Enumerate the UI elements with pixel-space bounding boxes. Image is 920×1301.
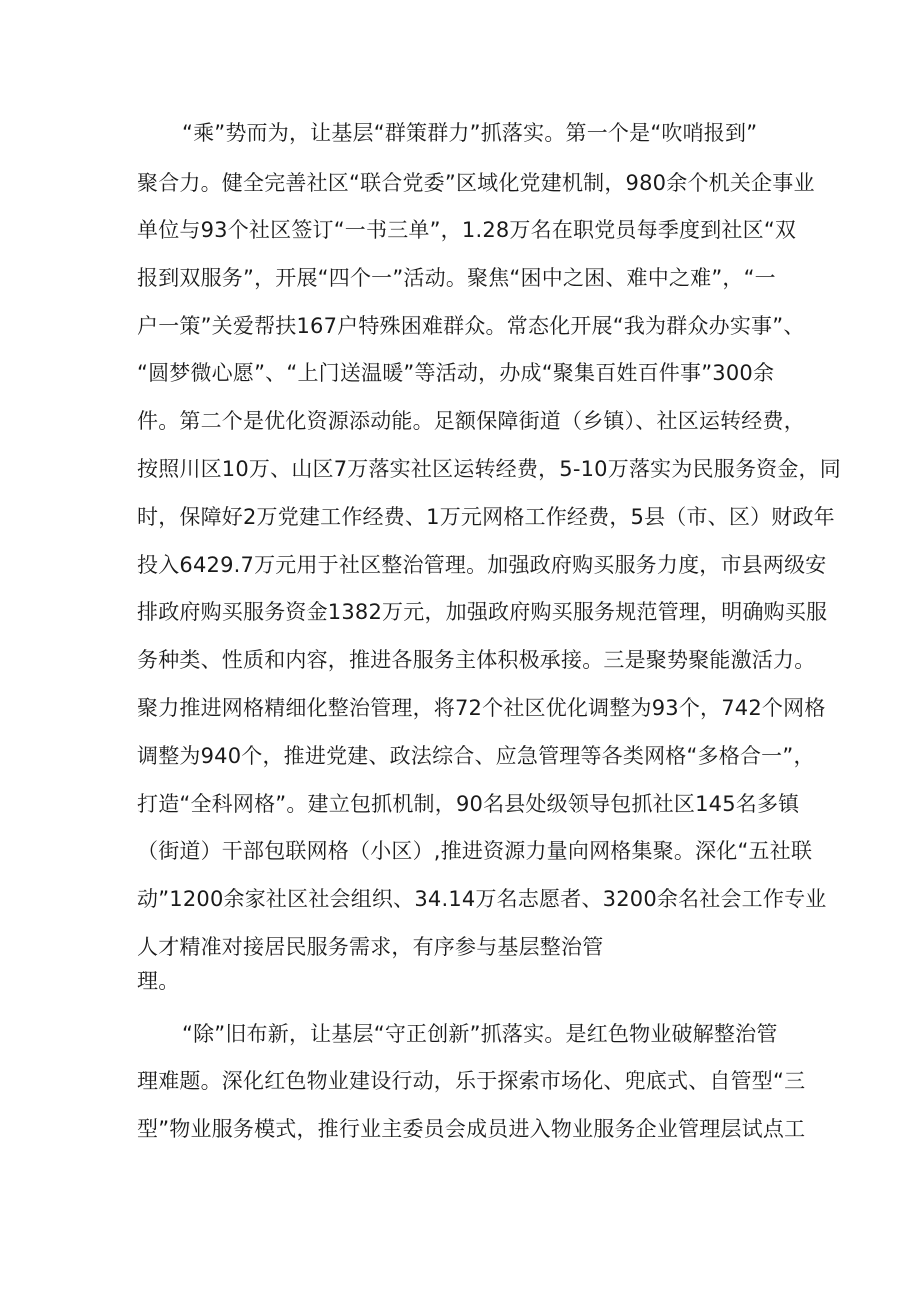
- paragraph-2-line-2: 理难题。深化红色物业建设行动，乐于探索市场化、兜底式、自管型“三: [137, 1069, 806, 1093]
- paragraph-1-line-11: 排政府购买服务资金1382万元，加强政府购买服务规范管理，明确购买服: [137, 600, 828, 624]
- paragraph-2-line-1: “除”旧布新，让基层“守正创新”抓落实。是红色物业破解整治管: [182, 1022, 778, 1046]
- paragraph-1-line-19: 理。: [137, 969, 180, 993]
- paragraph-1-line-17: 动”1200余家社区社会组织、34.14万名志愿者、3200余名社会工作专业: [137, 887, 827, 911]
- paragraph-1-line-1: “乘”势而为，让基层“群策群力”抓落实。第一个是“吹哨报到”: [182, 121, 758, 145]
- paragraph-1-line-16: （街道）干部包联网格（小区）,推进资源力量向网格集聚。深化“五社联: [137, 839, 813, 863]
- paragraph-1-line-13: 聚力推进网格精细化整治管理，将72个社区优化调整为93个，742个网格: [137, 696, 826, 720]
- paragraph-1-line-8: 按照川区10万、山区7万落实社区运转经费，5-10万落实为民服务资金，同: [137, 457, 841, 481]
- paragraph-1-line-7: 件。第二个是优化资源添动能。足额保障街道（乡镇）、社区运转经费，: [137, 409, 805, 433]
- paragraph-1-line-2: 聚合力。健全完善社区“联合党委”区域化党建机制，980余个机关企事业: [137, 171, 815, 195]
- paragraph-1-line-3: 单位与93个社区签订“一书三单”，1.28万名在职党员每季度到社区“双: [137, 218, 797, 242]
- paragraph-1-line-15: 打造“全科网格”。建立包抓机制，90名县处级领导包抓社区145名多镇: [137, 792, 800, 816]
- paragraph-1-line-18: 人才精准对接居民服务需求，有序参与基层整治管: [137, 935, 604, 959]
- paragraph-1-line-5: 户一策”关爱帮扶167户特殊困难群众。常态化开展“我为群众办实事”、: [137, 314, 805, 338]
- paragraph-1-line-4: 报到双服务”，开展“四个一”活动。聚焦“困中之困、难中之难”，“一: [137, 266, 776, 290]
- paragraph-1-line-12: 务种类、性质和内容，推进各服务主体积极承接。三是聚势聚能激活力。: [137, 648, 816, 672]
- paragraph-1-line-9: 时，保障好2万党建工作经费、1万元网格工作经费，5县（市、区）财政年: [137, 505, 835, 529]
- paragraph-2-line-3: 型”物业服务模式，推行业主委员会成员进入物业服务企业管理层试点工: [137, 1117, 806, 1141]
- paragraph-1-line-10: 投入6429.7万元用于社区整治管理。加强政府购买服务力度，市县两级安: [137, 553, 827, 577]
- paragraph-1-line-6: “圆梦微心愿”、“上门送温暖”等活动，办成“聚集百姓百件事”300余: [137, 361, 775, 385]
- paragraph-1-line-14: 调整为940个，推进党建、政法综合、应急管理等各类网格“多格合一”，: [137, 744, 815, 768]
